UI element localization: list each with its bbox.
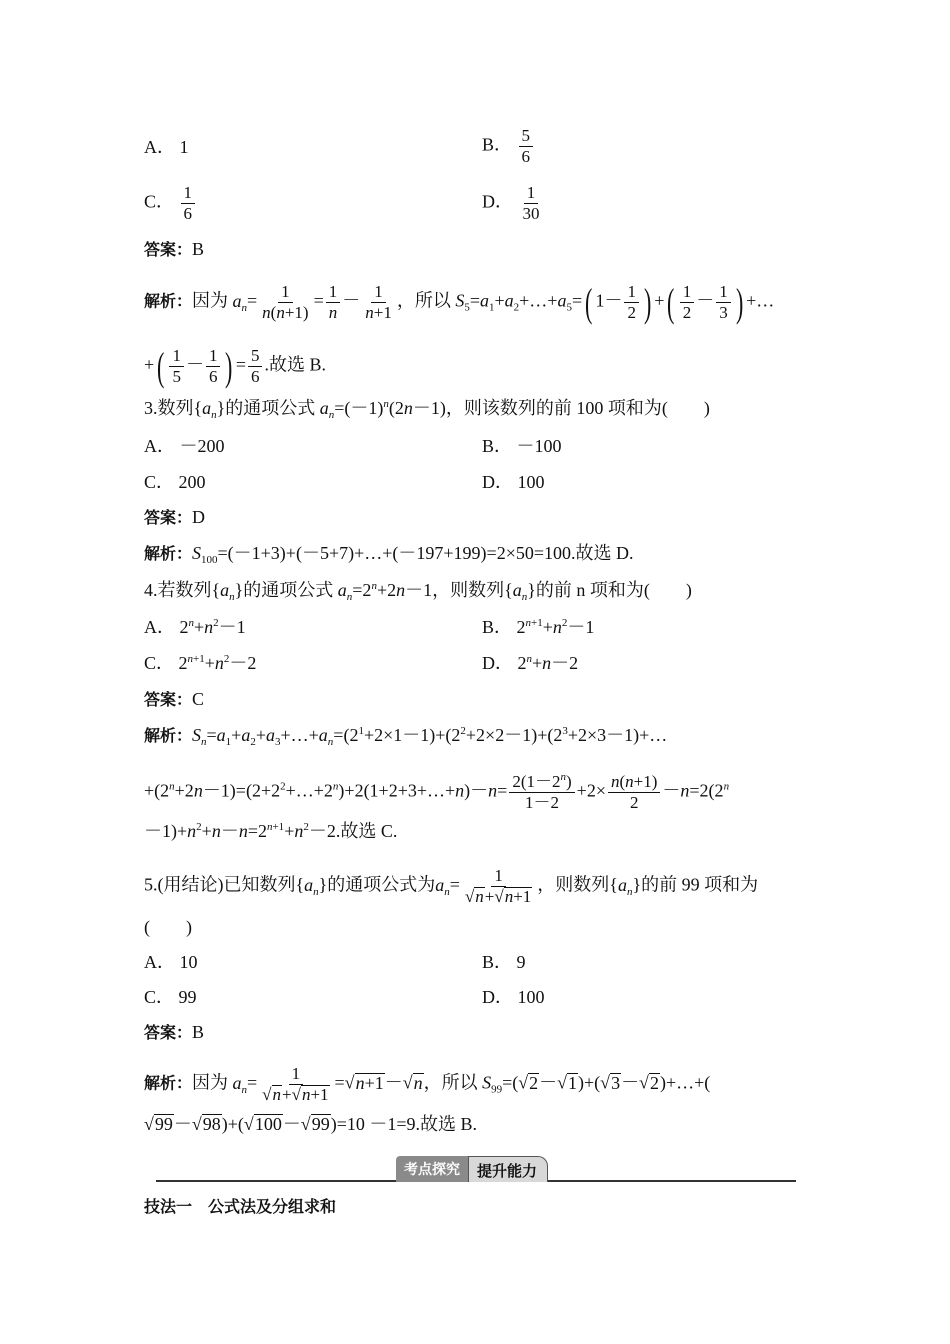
solution-line-2: $+(2^n+2n-1)=(2+2^2+\dots+2^n)+2(1+2+3+\dots+n)-n=$ $\frac{2(1-2^n)}{1-2}$ +2× $\frac{n(n+1)}{2}$ $-n=2(2^n$ bbox=[144, 771, 730, 812]
option-a: A． 1 bbox=[144, 137, 189, 157]
solution-line: 解析：因为 $a_n=$ $\frac{1}{√n+√n+1}$ =√n+1－√n，所以 $S_{99}=(√2-√1)+(√3-√2)+\dots+$( bbox=[144, 1064, 711, 1104]
answer-line: 答案：B bbox=[144, 1022, 205, 1042]
answer-line: 答案：C bbox=[144, 689, 205, 709]
answer-line: 答案：B bbox=[144, 239, 205, 259]
option-d: D． 100 bbox=[482, 987, 545, 1007]
option-a: A． $2^n+n^2-1$ bbox=[144, 617, 246, 637]
question-4-stem: 4.若数列$\{a_n\}$的通项公式 $a_n=2^n+2n-1$，则数列$\{a_n\}$的前 n 项和为( ) bbox=[144, 580, 692, 603]
solution-line: 解析：$S_n=a_1+a_2+a_3+\dots+a_n=(2^1+2\times 1-1)+(2^2+2\times 2-1)+(2^3+2\times 3-1)+\dots$ bbox=[144, 725, 668, 748]
question-5-blank: ( ) bbox=[144, 917, 192, 937]
option-a: A． 10 bbox=[144, 952, 198, 972]
option-d: D． $2^n+n-2$ bbox=[482, 653, 579, 673]
option-b: B． $2^{n+1}+n^2-1$ bbox=[482, 617, 595, 637]
solution-line-3: $-1)+n^2+n-n=2^{n+1}+n^2-2$.故选 C. bbox=[144, 821, 398, 841]
banner-right: 提升能力 bbox=[468, 1156, 548, 1182]
section-title: 技法一 公式法及分组求和 bbox=[144, 1197, 337, 1216]
option-b: B． 9 bbox=[482, 952, 526, 972]
option-c: C． $2^{n+1}+n^2-2$ bbox=[144, 653, 257, 673]
option-c: C． $\frac{1}{6}$ bbox=[144, 183, 197, 224]
solution-line-2: +( $\frac{1}{5}$ － $\frac{1}{6}$ ) = $\frac{5}{6}$ .故选 B. bbox=[144, 343, 326, 389]
solution-line: 解析：$S_{100}=(-1+3)+(-5+7)+\dots+(-197+199)=2\times 50=100$.故选 D. bbox=[144, 543, 634, 566]
section-banner bbox=[396, 1156, 548, 1182]
option-c: C． 99 bbox=[144, 987, 197, 1007]
solution-line: 解析：因为 $a_n=$ $\frac{1}{n(n+1)}$ = $\frac{1}{n}$ － $\frac{1}{n+1}$ ，所以 $S_5=a_1+a_2+\dots+a_5=$( 1－ $\frac{1}{2}$ ) +( $\frac{1}{2}$ － $\frac{1}{3}$ ) +… bbox=[144, 279, 775, 325]
solution-line-2: √99－√98)+(√100－√99)=10 －1=9.故选 B. bbox=[144, 1114, 478, 1134]
option-d: D． 100 bbox=[482, 472, 545, 492]
option-d: D． $\frac{1}{30}$ bbox=[482, 183, 540, 223]
question-3-stem: 3.数列$\{a_n\}$的通项公式 $a_n=(-1)^n(2n-1)$，则该数列的前 100 项和为( ) bbox=[144, 398, 710, 421]
option-a: A． －200 bbox=[144, 436, 225, 456]
option-c: C． 200 bbox=[144, 472, 206, 492]
banner-left: 考点探究 bbox=[396, 1156, 468, 1182]
question-5-stem: 5.(用结论)已知数列$\{a_n\}$的通项公式为$a_n=$ $\frac{1}{√n+√n+1}$ ，则数列$\{a_n\}$的前 99 项和为 bbox=[144, 866, 759, 906]
option-b: B． $\frac{5}{6}$ bbox=[482, 126, 535, 167]
option-b: B． －100 bbox=[482, 436, 562, 456]
answer-line: 答案：D bbox=[144, 507, 206, 527]
